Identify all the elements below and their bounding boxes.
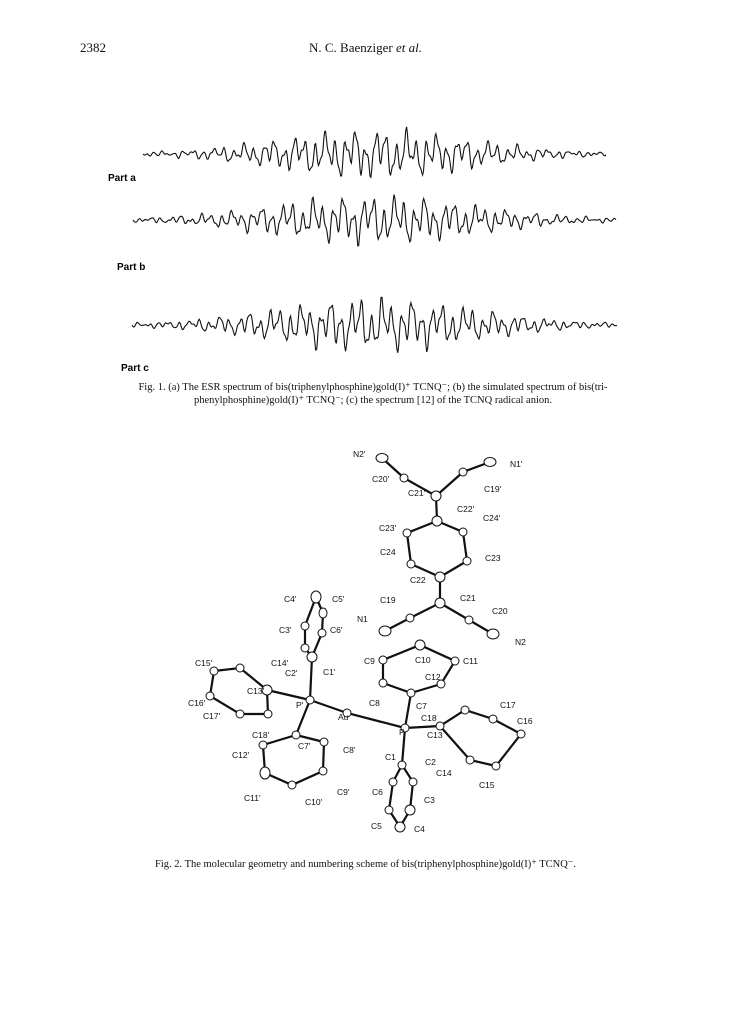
spectrum-trace-c <box>132 297 617 353</box>
figure-1-caption <box>88 381 658 407</box>
atom-label: C6 <box>372 787 383 797</box>
atom-label: C16 <box>517 716 533 726</box>
part-label-c: Part c <box>121 363 149 374</box>
figure-1-caption-line-2: phenylphosphine)gold(I)⁺ TCNQ⁻; (c) the spectrum [12] of the TCNQ radical anion. <box>194 395 552 406</box>
atom-label: C24 <box>380 547 396 557</box>
atom-label: C7' <box>298 741 311 751</box>
atom-label: C4 <box>414 824 425 834</box>
atom-label: C8 <box>369 698 380 708</box>
atom-label: P <box>399 727 405 737</box>
atom-label: C8' <box>343 745 356 755</box>
bond-lines <box>210 458 521 827</box>
atom-label: C15' <box>195 658 213 668</box>
atom-label: C23 <box>485 553 501 563</box>
atom-label: P' <box>296 700 304 710</box>
atom-label: N1 <box>357 614 368 624</box>
atom-label: C13' <box>247 686 265 696</box>
atom-label: C2' <box>285 668 298 678</box>
atom-label: C14 <box>436 768 452 778</box>
atom-label: C18' <box>252 730 270 740</box>
atom-label: C22' <box>457 504 475 514</box>
figure-2-caption: Fig. 2. The molecular geometry and numbering scheme of bis(triphenylphosphine)gold(I)⁺ TCNQ⁻. <box>155 859 576 870</box>
atom-label: C5' <box>332 594 345 604</box>
part-label-a: Part a <box>108 173 136 184</box>
atom-ellipsoids <box>206 454 525 833</box>
figure-1-caption-line-1: Fig. 1. (a) The ESR spectrum of bis(triphenylphosphine)gold(I)⁺ TCNQ⁻; (b) the simulated spectrum of bis(tri- <box>138 382 608 393</box>
atom-label: C17' <box>203 711 221 721</box>
atom-label: C19' <box>484 484 502 494</box>
atom-label: C16' <box>188 698 206 708</box>
atom-label: C2 <box>425 757 436 767</box>
atom-label: C3' <box>279 625 292 635</box>
atom-label: C1' <box>323 667 336 677</box>
atom-labels <box>188 449 533 834</box>
atom-label: C7 <box>416 701 427 711</box>
molecular-structure-figure <box>0 440 731 840</box>
header-authors: N. C. Baenziger <box>308 40 396 55</box>
atom-label: C11 <box>463 656 478 666</box>
part-label-b: Part b <box>117 262 146 273</box>
atom-label: C14' <box>271 658 289 668</box>
atom-label: C20' <box>372 474 390 484</box>
header-etal: et al. <box>396 40 422 55</box>
atom-label: C9' <box>337 787 350 797</box>
atom-label: C13 <box>427 730 443 740</box>
atom-label: C9 <box>364 656 375 666</box>
atom-label: C19 <box>380 595 396 605</box>
atom-label: N2 <box>515 637 526 647</box>
atom-label: C11' <box>244 793 261 803</box>
atom-label: C15 <box>479 780 495 790</box>
atom-label: C24' <box>483 513 501 523</box>
atom-label: C3 <box>424 795 435 805</box>
atom-label: C10' <box>305 797 323 807</box>
atom-label: C18 <box>421 713 437 723</box>
atom-label: C20 <box>492 606 508 616</box>
atom-label: C21' <box>408 488 426 498</box>
page-number: 2382 <box>80 40 106 55</box>
atom-label: C22 <box>410 575 426 585</box>
spectrum-trace-a <box>143 127 606 178</box>
atom-label: C5 <box>371 821 382 831</box>
atom-label: C12' <box>232 750 250 760</box>
atom-label: C23' <box>379 523 397 533</box>
atom-label: Au <box>338 712 349 722</box>
atom-label: N2' <box>353 449 366 459</box>
atom-label: C6' <box>330 625 343 635</box>
atom-label: C17 <box>500 700 516 710</box>
atom-label: N1' <box>510 459 523 469</box>
esr-spectra-figure <box>0 0 731 380</box>
atom-label: C1 <box>385 752 396 762</box>
spectrum-trace-b <box>133 195 616 246</box>
atom-label: C4' <box>284 594 297 604</box>
atom-label: C10 <box>415 655 431 665</box>
atom-label: C12 <box>425 672 441 682</box>
atom-label: C21 <box>460 593 476 603</box>
